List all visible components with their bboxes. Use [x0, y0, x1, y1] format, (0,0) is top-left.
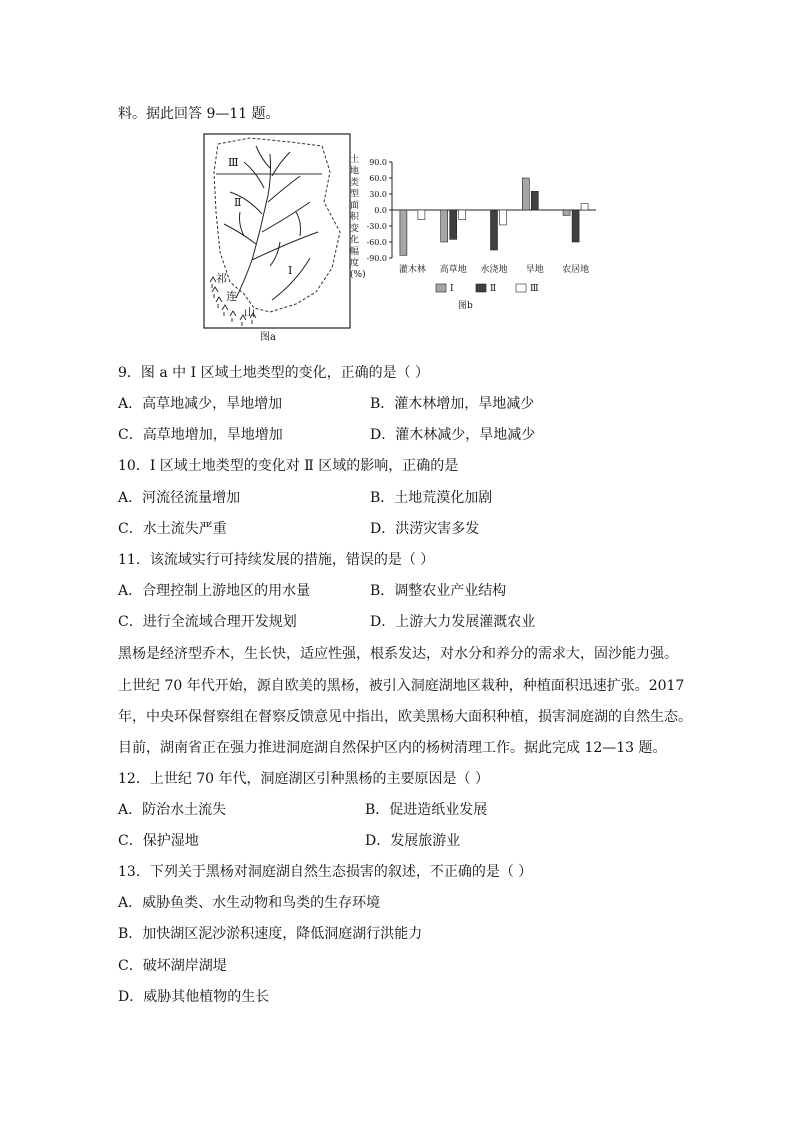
passage-line-3: 年，中央环保督察组在督察反馈意见中指出，欧美黑杨大面积种植，损害洞庭湖的自然生态。 — [118, 709, 692, 725]
category-label: 农居地 — [562, 265, 590, 275]
passage-line-4: 目前，湖南省正在强力推进洞庭湖自然保护区内的杨树清理工作。据此完成 12—13 题。 — [118, 740, 667, 756]
bar-高草地-1 — [450, 210, 457, 239]
q11-stem: 11．该流域实行可持续发展的措施，错误的是（ ） — [118, 552, 435, 568]
bar-农居地-0 — [563, 210, 570, 215]
q11-option-c: C．进行全流域合理开发规划 — [118, 614, 297, 630]
y-tick-label: 60.0 — [369, 174, 387, 183]
y-axis-label-char: 地 — [350, 166, 360, 177]
intro-tail: 料。据此回答 9—11 题。 — [118, 106, 280, 122]
category-labels — [399, 263, 589, 275]
bars — [400, 178, 588, 255]
category-label: 灌木林 — [398, 265, 426, 275]
y-axis-label-char: 型 — [350, 189, 360, 200]
q10-stem: 10．Ⅰ 区域土地类型的变化对 Ⅱ 区域的影响，正确的是 — [118, 458, 459, 474]
mountain-label-3: 山 — [244, 306, 255, 319]
q10-option-d: D．洪涝灾害多发 — [370, 521, 480, 537]
y-axis-label-char: 幅 — [350, 247, 360, 257]
bar-chart — [350, 153, 596, 311]
mountain-label-2: 连 — [226, 290, 237, 303]
bar-水浇地-1 — [491, 210, 498, 250]
q12-option-a: A．防治水土流失 — [118, 802, 227, 818]
q11-option-a: A．合理控制上游地区的用水量 — [118, 583, 311, 599]
legend-swatch — [516, 284, 526, 292]
q13-option-c: C．破坏湖岸湖堤 — [118, 958, 227, 974]
q13-option-d: D．威胁其他植物的生长 — [118, 989, 270, 1005]
q12-option-b: B．促进造纸业发展 — [365, 802, 488, 818]
legend-swatch — [476, 284, 486, 292]
region-label-ii: Ⅱ — [234, 196, 242, 209]
category-label: 旱地 — [525, 265, 544, 275]
q13-option-a: A．威胁鱼类、水生动物和鸟类的生存环境 — [118, 895, 381, 911]
mountain-label-1: 祁 — [216, 272, 227, 285]
q9-option-c: C．高草地增加，旱地增加 — [118, 427, 283, 443]
y-axis-label-char: 度 — [350, 258, 360, 269]
legend-label: Ⅱ — [490, 284, 497, 294]
bar-灌木林-2 — [418, 210, 425, 220]
legend-label: Ⅲ — [530, 284, 539, 294]
y-axis-label-char: 化 — [350, 235, 360, 246]
y-axis-label — [350, 153, 366, 280]
y-axis-label-char: 类 — [350, 178, 360, 188]
region-label-i: Ⅰ — [288, 264, 293, 277]
y-tick-label: 0.0 — [374, 206, 387, 215]
passage-line-1: 黑杨是经济型乔木，生长快，适应性强，根系发达，对水分和养分的需求大，固沙能力强。 — [118, 646, 678, 662]
bar-农居地-2 — [581, 204, 588, 210]
bar-水浇地-2 — [500, 210, 507, 225]
map-caption: 图a — [260, 332, 276, 343]
q9-option-d: D．灌木林减少，旱地减少 — [370, 427, 536, 443]
q11-option-d: D．上游大力发展灌溉农业 — [370, 614, 536, 630]
passage-line-2: 上世纪 70 年代开始，源自欧美的黑杨，被引入洞庭湖地区栽种，种植面积迅速扩张。2017 — [118, 678, 685, 694]
region-label-iii: Ⅲ — [228, 156, 239, 169]
bar-农居地-1 — [572, 210, 579, 242]
y-axis-label-char: 面 — [350, 201, 360, 211]
chart-caption: 图b — [458, 301, 473, 311]
river-network — [224, 146, 318, 300]
legend-swatch — [436, 284, 446, 292]
q10-option-a: A．河流径流量增加 — [118, 490, 241, 506]
q10-option-b: B．土地荒漠化加剧 — [370, 490, 493, 506]
q9-option-b: B．灌木林增加，旱地减少 — [370, 396, 535, 412]
q9-stem: 9．图 a 中 Ⅰ 区域土地类型的变化，正确的是（ ） — [118, 365, 430, 381]
q13-stem: 13．下列关于黑杨对洞庭湖自然生态损害的叙述，不正确的是（ ） — [118, 864, 533, 880]
category-label: 高草地 — [439, 265, 467, 275]
bar-高草地-0 — [441, 210, 448, 242]
q12-stem: 12．上世纪 70 年代，洞庭湖区引种黑杨的主要原因是（ ） — [118, 771, 489, 787]
y-tick-label: -60.0 — [366, 238, 387, 247]
y-tick-label: -90.0 — [366, 254, 387, 263]
legend-label: Ⅰ — [450, 284, 454, 294]
q13-option-b: B．加快湖区泥沙淤积速度，降低洞庭湖行洪能力 — [118, 926, 423, 942]
q12-option-d: D．发展旅游业 — [365, 833, 461, 849]
y-axis-label-char: 积 — [350, 212, 360, 223]
q9-option-a: A．高草地减少，旱地增加 — [118, 396, 283, 412]
y-axis-label-char: 土 — [350, 155, 360, 165]
legend — [436, 284, 539, 294]
figure-svg — [200, 132, 610, 348]
q11-option-b: B．调整农业产业结构 — [370, 583, 507, 599]
y-tick-label: 90.0 — [369, 158, 387, 167]
y-tick-label: 30.0 — [369, 190, 387, 199]
y-axis-label-char: 变 — [350, 224, 360, 234]
map-figure — [204, 134, 350, 343]
y-tick-label: -30.0 — [366, 222, 387, 231]
q10-option-c: C．水土流失严重 — [118, 521, 227, 537]
y-axis-label-char: (%) — [350, 270, 366, 280]
bar-旱地-0 — [522, 178, 529, 210]
bar-灌木林-0 — [400, 210, 407, 255]
q12-option-c: C．保护湿地 — [118, 833, 199, 849]
figure — [200, 132, 610, 348]
bar-高草地-2 — [459, 210, 466, 220]
bar-旱地-1 — [531, 191, 538, 210]
category-label: 水浇地 — [480, 265, 508, 275]
